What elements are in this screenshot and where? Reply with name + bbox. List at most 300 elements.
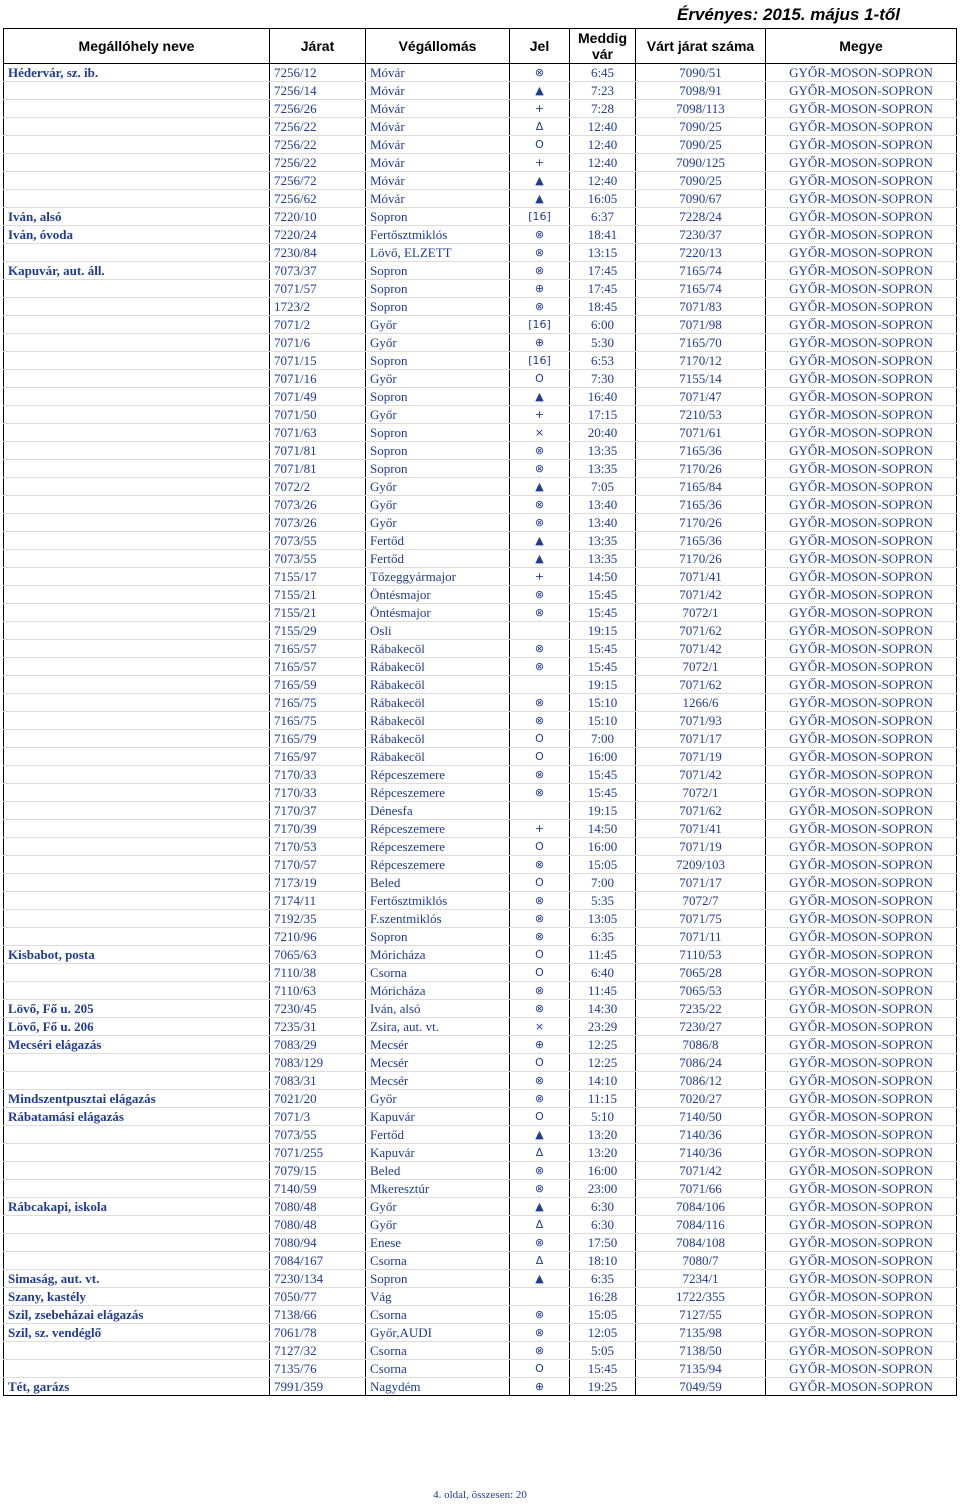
county-cell: GYŐR-MOSON-SOPRON <box>766 586 957 604</box>
county-cell: GYŐR-MOSON-SOPRON <box>766 514 957 532</box>
awaited-route-cell: 7234/1 <box>636 1270 766 1288</box>
awaited-route-cell: 7084/116 <box>636 1216 766 1234</box>
county-cell: GYŐR-MOSON-SOPRON <box>766 1198 957 1216</box>
symbol-cell: ⊕ <box>510 1378 570 1396</box>
route-cell: 7165/57 <box>270 658 366 676</box>
stop-name-cell <box>4 136 270 154</box>
stop-name-cell: Mecséri elágazás <box>4 1036 270 1054</box>
table-row <box>4 568 957 586</box>
symbol-cell: [16] <box>510 208 570 226</box>
stop-name-cell: Lövő, Fő u. 206 <box>4 1018 270 1036</box>
route-cell: 7170/33 <box>270 784 366 802</box>
wait-until-cell: 15:45 <box>570 658 636 676</box>
table-row <box>4 1108 957 1126</box>
awaited-route-cell: 7065/53 <box>636 982 766 1000</box>
county-cell: GYŐR-MOSON-SOPRON <box>766 244 957 262</box>
county-cell: GYŐR-MOSON-SOPRON <box>766 712 957 730</box>
route-cell: 7079/15 <box>270 1162 366 1180</box>
wait-until-cell: 18:10 <box>570 1252 636 1270</box>
county-cell: GYŐR-MOSON-SOPRON <box>766 892 957 910</box>
destination-cell: Móricháza <box>366 982 510 1000</box>
awaited-route-cell: 7170/12 <box>636 352 766 370</box>
symbol-cell: O <box>510 946 570 964</box>
destination-cell: Sopron <box>366 298 510 316</box>
table-row <box>4 424 957 442</box>
symbol-cell <box>510 802 570 820</box>
awaited-route-cell: 7071/93 <box>636 712 766 730</box>
symbol-cell: ⊗ <box>510 982 570 1000</box>
symbol-cell: ⊗ <box>510 1342 570 1360</box>
awaited-route-cell: 7072/1 <box>636 604 766 622</box>
stop-name-cell <box>4 442 270 460</box>
destination-cell: Fertőd <box>366 1126 510 1144</box>
destination-cell: Móvár <box>366 64 510 82</box>
stop-name-cell <box>4 910 270 928</box>
wait-until-cell: 13:40 <box>570 514 636 532</box>
table-row <box>4 1162 957 1180</box>
county-cell: GYŐR-MOSON-SOPRON <box>766 748 957 766</box>
wait-until-cell: 12:40 <box>570 136 636 154</box>
destination-cell: Nagydém <box>366 1378 510 1396</box>
route-cell: 7071/6 <box>270 334 366 352</box>
stop-name-cell <box>4 388 270 406</box>
route-cell: 7110/63 <box>270 982 366 1000</box>
symbol-cell: ⊗ <box>510 1306 570 1324</box>
wait-until-cell: 15:05 <box>570 856 636 874</box>
table-row <box>4 586 957 604</box>
county-cell: GYŐR-MOSON-SOPRON <box>766 226 957 244</box>
symbol-cell: Δ <box>510 1252 570 1270</box>
wait-until-cell: 12:25 <box>570 1036 636 1054</box>
table-row <box>4 928 957 946</box>
table-row <box>4 784 957 802</box>
symbol-cell: + <box>510 406 570 424</box>
awaited-route-cell: 7090/25 <box>636 172 766 190</box>
destination-cell: Móvár <box>366 172 510 190</box>
stop-name-cell <box>4 622 270 640</box>
wait-until-cell: 13:20 <box>570 1144 636 1162</box>
wait-until-cell: 13:35 <box>570 460 636 478</box>
awaited-route-cell: 7071/75 <box>636 910 766 928</box>
symbol-cell: ▲ <box>510 1198 570 1216</box>
table-row <box>4 388 957 406</box>
route-cell: 7210/96 <box>270 928 366 946</box>
route-cell: 7220/24 <box>270 226 366 244</box>
validity-date: Érvényes: 2015. május 1-től <box>676 5 900 24</box>
destination-cell: Fertőd <box>366 532 510 550</box>
destination-cell: Fertőszt​miklós <box>366 226 510 244</box>
symbol-cell: ⊗ <box>510 1234 570 1252</box>
county-cell: GYŐR-MOSON-SOPRON <box>766 1018 957 1036</box>
symbol-cell: O <box>510 964 570 982</box>
wait-until-cell: 12:25 <box>570 1054 636 1072</box>
table-row <box>4 712 957 730</box>
table-row <box>4 1234 957 1252</box>
symbol-cell: O <box>510 874 570 892</box>
table-row <box>4 406 957 424</box>
stop-name-cell <box>4 1072 270 1090</box>
stop-name-cell: Rábatamási elágazás <box>4 1108 270 1126</box>
destination-cell: Vág <box>366 1288 510 1306</box>
county-cell: GYŐR-MOSON-SOPRON <box>766 190 957 208</box>
county-cell: GYŐR-MOSON-SOPRON <box>766 982 957 1000</box>
awaited-route-cell: 7170/26 <box>636 514 766 532</box>
route-cell: 7165/79 <box>270 730 366 748</box>
stop-name-cell <box>4 280 270 298</box>
county-cell: GYŐR-MOSON-SOPRON <box>766 1378 957 1396</box>
awaited-route-cell: 7090/25 <box>636 118 766 136</box>
wait-until-cell: 5:10 <box>570 1108 636 1126</box>
county-cell: GYŐR-MOSON-SOPRON <box>766 478 957 496</box>
awaited-route-cell: 7165/74 <box>636 262 766 280</box>
awaited-route-cell: 7165/70 <box>636 334 766 352</box>
destination-cell: Rábakecöl <box>366 640 510 658</box>
symbol-cell: ⊗ <box>510 658 570 676</box>
destination-cell: Osli <box>366 622 510 640</box>
table-row <box>4 100 957 118</box>
stop-name-cell <box>4 190 270 208</box>
table-row <box>4 172 957 190</box>
table-row <box>4 1198 957 1216</box>
route-cell: 7061/78 <box>270 1324 366 1342</box>
route-cell: 7071/81 <box>270 460 366 478</box>
destination-cell: Csorna <box>366 1342 510 1360</box>
stop-name-cell <box>4 748 270 766</box>
county-cell: GYŐR-MOSON-SOPRON <box>766 280 957 298</box>
destination-cell: Enese <box>366 1234 510 1252</box>
county-cell: GYŐR-MOSON-SOPRON <box>766 1342 957 1360</box>
destination-cell: Sopron <box>366 262 510 280</box>
route-cell: 7127/32 <box>270 1342 366 1360</box>
county-cell: GYŐR-MOSON-SOPRON <box>766 946 957 964</box>
route-cell: 7071/3 <box>270 1108 366 1126</box>
destination-cell: Mecsér <box>366 1072 510 1090</box>
wait-until-cell: 7:00 <box>570 874 636 892</box>
stop-name-cell <box>4 568 270 586</box>
table-row <box>4 1306 957 1324</box>
awaited-route-cell: 7071/19 <box>636 748 766 766</box>
symbol-cell: + <box>510 820 570 838</box>
symbol-cell <box>510 676 570 694</box>
destination-cell: Sopron <box>366 1270 510 1288</box>
destination-cell: Győr <box>366 370 510 388</box>
wait-until-cell: 15:45 <box>570 766 636 784</box>
destination-cell: F.szentmiklós <box>366 910 510 928</box>
wait-until-cell: 16:28 <box>570 1288 636 1306</box>
county-cell: GYŐR-MOSON-SOPRON <box>766 82 957 100</box>
county-cell: GYŐR-MOSON-SOPRON <box>766 352 957 370</box>
symbol-cell: ⊗ <box>510 766 570 784</box>
route-cell: 7220/10 <box>270 208 366 226</box>
destination-cell: Zsira, aut. vt. <box>366 1018 510 1036</box>
wait-until-cell: 12:40 <box>570 118 636 136</box>
destination-cell: Móvár <box>366 118 510 136</box>
awaited-route-cell: 7071/66 <box>636 1180 766 1198</box>
wait-until-cell: 12:05 <box>570 1324 636 1342</box>
table-row <box>4 1252 957 1270</box>
wait-until-cell: 16:40 <box>570 388 636 406</box>
symbol-cell: ⊗ <box>510 496 570 514</box>
stop-name-cell <box>4 370 270 388</box>
destination-cell: Kapuvár <box>366 1108 510 1126</box>
table-row <box>4 262 957 280</box>
stop-name-cell <box>4 694 270 712</box>
route-cell: 7256/26 <box>270 100 366 118</box>
awaited-route-cell: 7071/47 <box>636 388 766 406</box>
county-cell: GYŐR-MOSON-SOPRON <box>766 208 957 226</box>
route-cell: 7083/31 <box>270 1072 366 1090</box>
stop-name-cell <box>4 640 270 658</box>
county-cell: GYŐR-MOSON-SOPRON <box>766 118 957 136</box>
symbol-cell: + <box>510 100 570 118</box>
destination-cell: Móvár <box>366 136 510 154</box>
county-cell: GYŐR-MOSON-SOPRON <box>766 784 957 802</box>
table-row <box>4 982 957 1000</box>
wait-until-cell: 17:45 <box>570 262 636 280</box>
table-row <box>4 1216 957 1234</box>
symbol-cell: [16] <box>510 316 570 334</box>
awaited-route-cell: 7210/53 <box>636 406 766 424</box>
county-cell: GYŐR-MOSON-SOPRON <box>766 298 957 316</box>
stop-name-cell <box>4 424 270 442</box>
awaited-route-cell: 7071/41 <box>636 568 766 586</box>
table-row <box>4 838 957 856</box>
destination-cell: Győr,AUDI <box>366 1324 510 1342</box>
table-row <box>4 136 957 154</box>
stop-name-cell: Szany, kastély <box>4 1288 270 1306</box>
wait-until-cell: 6:35 <box>570 928 636 946</box>
table-row <box>4 964 957 982</box>
stop-name-cell <box>4 460 270 478</box>
awaited-route-cell: 7230/37 <box>636 226 766 244</box>
route-cell: 7073/55 <box>270 532 366 550</box>
symbol-cell: ▲ <box>510 172 570 190</box>
county-cell: GYŐR-MOSON-SOPRON <box>766 1162 957 1180</box>
stop-name-cell <box>4 964 270 982</box>
stop-name-cell <box>4 586 270 604</box>
awaited-route-cell: 7071/98 <box>636 316 766 334</box>
county-cell: GYŐR-MOSON-SOPRON <box>766 1252 957 1270</box>
destination-cell: Öntésmajor <box>366 586 510 604</box>
stop-name-cell <box>4 172 270 190</box>
stop-name-cell <box>4 1144 270 1162</box>
stop-name-cell <box>4 658 270 676</box>
awaited-route-cell: 7165/74 <box>636 280 766 298</box>
route-cell: 7235/31 <box>270 1018 366 1036</box>
route-cell: 7256/22 <box>270 154 366 172</box>
route-cell: 7155/21 <box>270 586 366 604</box>
route-cell: 7083/129 <box>270 1054 366 1072</box>
wait-until-cell: 15:10 <box>570 712 636 730</box>
awaited-route-cell: 7165/84 <box>636 478 766 496</box>
destination-cell: Répceszemere <box>366 820 510 838</box>
wait-until-cell: 7:30 <box>570 370 636 388</box>
symbol-cell: ⊗ <box>510 856 570 874</box>
symbol-cell: + <box>510 568 570 586</box>
wait-until-cell: 13:15 <box>570 244 636 262</box>
stop-name-cell <box>4 496 270 514</box>
route-cell: 7170/39 <box>270 820 366 838</box>
route-cell: 7170/53 <box>270 838 366 856</box>
county-cell: GYŐR-MOSON-SOPRON <box>766 676 957 694</box>
wait-until-cell: 11:15 <box>570 1090 636 1108</box>
wait-until-cell: 5:35 <box>570 892 636 910</box>
table-row <box>4 730 957 748</box>
table-row <box>4 1000 957 1018</box>
stop-name-cell <box>4 1252 270 1270</box>
table-row <box>4 226 957 244</box>
table-row <box>4 1180 957 1198</box>
table-row <box>4 1342 957 1360</box>
stop-name-cell: Hédervár, sz. ib. <box>4 64 270 82</box>
symbol-cell: ⊗ <box>510 226 570 244</box>
stop-name-cell <box>4 802 270 820</box>
awaited-route-cell: 7080/7 <box>636 1252 766 1270</box>
wait-until-cell: 14:30 <box>570 1000 636 1018</box>
table-row <box>4 154 957 172</box>
awaited-route-cell: 7138/50 <box>636 1342 766 1360</box>
wait-until-cell: 6:35 <box>570 1270 636 1288</box>
route-cell: 7135/76 <box>270 1360 366 1378</box>
destination-cell: Győr <box>366 496 510 514</box>
stop-name-cell <box>4 1342 270 1360</box>
stop-name-cell: Szil, zsebeházai elágazás <box>4 1306 270 1324</box>
route-cell: 7173/19 <box>270 874 366 892</box>
stop-name-cell <box>4 676 270 694</box>
stop-name-cell: Mindszentpusztai elágazás <box>4 1090 270 1108</box>
destination-cell: Sopron <box>366 352 510 370</box>
wait-until-cell: 13:35 <box>570 532 636 550</box>
awaited-route-cell: 7071/41 <box>636 820 766 838</box>
symbol-cell: ⊗ <box>510 64 570 82</box>
awaited-route-cell: 1722/355 <box>636 1288 766 1306</box>
page-footer: 4. oldal, összesen: 20 <box>433 1489 527 1501</box>
table-row <box>4 946 957 964</box>
destination-cell: Győr <box>366 514 510 532</box>
wait-until-cell: 15:05 <box>570 1306 636 1324</box>
route-cell: 7073/55 <box>270 550 366 568</box>
stop-name-cell: Iván, alsó <box>4 208 270 226</box>
timetable-body <box>4 64 957 1396</box>
symbol-cell: O <box>510 136 570 154</box>
symbol-cell: ▲ <box>510 478 570 496</box>
stop-name-cell <box>4 874 270 892</box>
symbol-cell: ⊗ <box>510 1324 570 1342</box>
route-cell: 7256/12 <box>270 64 366 82</box>
awaited-route-cell: 7220/13 <box>636 244 766 262</box>
stop-name-cell <box>4 118 270 136</box>
route-cell: 7256/62 <box>270 190 366 208</box>
county-cell: GYŐR-MOSON-SOPRON <box>766 550 957 568</box>
destination-cell: Rábakecöl <box>366 676 510 694</box>
route-cell: 7155/21 <box>270 604 366 622</box>
destination-cell: Dénesfa <box>366 802 510 820</box>
destination-cell: Répceszemere <box>366 766 510 784</box>
table-row <box>4 676 957 694</box>
destination-cell: Iván, alsó <box>366 1000 510 1018</box>
header-route: Járat <box>270 29 366 64</box>
header-destination: Végállomás <box>366 29 510 64</box>
destination-cell: Rábakecöl <box>366 694 510 712</box>
symbol-cell: O <box>510 730 570 748</box>
table-row <box>4 496 957 514</box>
awaited-route-cell: 7084/106 <box>636 1198 766 1216</box>
route-cell: 7071/16 <box>270 370 366 388</box>
symbol-cell: ▲ <box>510 190 570 208</box>
table-row <box>4 82 957 100</box>
destination-cell: Sopron <box>366 442 510 460</box>
symbol-cell: Δ <box>510 1216 570 1234</box>
route-cell: 7071/2 <box>270 316 366 334</box>
county-cell: GYŐR-MOSON-SOPRON <box>766 622 957 640</box>
county-cell: GYŐR-MOSON-SOPRON <box>766 1180 957 1198</box>
route-cell: 7165/75 <box>270 712 366 730</box>
route-cell: 7050/77 <box>270 1288 366 1306</box>
stop-name-cell <box>4 532 270 550</box>
symbol-cell: O <box>510 370 570 388</box>
table-row <box>4 766 957 784</box>
symbol-cell: ⊗ <box>510 298 570 316</box>
wait-until-cell: 23:00 <box>570 1180 636 1198</box>
awaited-route-cell: 7135/98 <box>636 1324 766 1342</box>
destination-cell: Répceszemere <box>366 838 510 856</box>
symbol-cell: ⊗ <box>510 1162 570 1180</box>
table-row <box>4 316 957 334</box>
awaited-route-cell: 7110/53 <box>636 946 766 964</box>
wait-until-cell: 14:10 <box>570 1072 636 1090</box>
destination-cell: Móvár <box>366 154 510 172</box>
route-cell: 7230/84 <box>270 244 366 262</box>
awaited-route-cell: 7170/26 <box>636 460 766 478</box>
awaited-route-cell: 7090/51 <box>636 64 766 82</box>
county-cell: GYŐR-MOSON-SOPRON <box>766 1108 957 1126</box>
route-cell: 7170/37 <box>270 802 366 820</box>
destination-cell: Móricháza <box>366 946 510 964</box>
destination-cell: Sopron <box>366 424 510 442</box>
header-county: Megye <box>766 29 957 64</box>
table-row <box>4 118 957 136</box>
route-cell: 7084/167 <box>270 1252 366 1270</box>
symbol-cell: O <box>510 748 570 766</box>
wait-until-cell: 6:40 <box>570 964 636 982</box>
table-row <box>4 820 957 838</box>
county-cell: GYŐR-MOSON-SOPRON <box>766 1000 957 1018</box>
table-row <box>4 1072 957 1090</box>
destination-cell: Csorna <box>366 1252 510 1270</box>
wait-until-cell: 5:05 <box>570 1342 636 1360</box>
table-row <box>4 1054 957 1072</box>
destination-cell: Fertőszt​miklós <box>366 892 510 910</box>
county-cell: GYŐR-MOSON-SOPRON <box>766 460 957 478</box>
table-row <box>4 244 957 262</box>
county-cell: GYŐR-MOSON-SOPRON <box>766 100 957 118</box>
stop-name-cell <box>4 1126 270 1144</box>
symbol-cell: ⊗ <box>510 784 570 802</box>
symbol-cell: ▲ <box>510 550 570 568</box>
awaited-route-cell: 7140/36 <box>636 1144 766 1162</box>
destination-cell: Rábakecöl <box>366 658 510 676</box>
symbol-cell <box>510 622 570 640</box>
destination-cell: Mecsér <box>366 1054 510 1072</box>
table-row <box>4 1018 957 1036</box>
county-cell: GYŐR-MOSON-SOPRON <box>766 856 957 874</box>
county-cell: GYŐR-MOSON-SOPRON <box>766 262 957 280</box>
destination-cell: Móvár <box>366 100 510 118</box>
symbol-cell: ▲ <box>510 388 570 406</box>
table-row <box>4 1288 957 1306</box>
route-cell: 7256/14 <box>270 82 366 100</box>
county-cell: GYŐR-MOSON-SOPRON <box>766 1306 957 1324</box>
